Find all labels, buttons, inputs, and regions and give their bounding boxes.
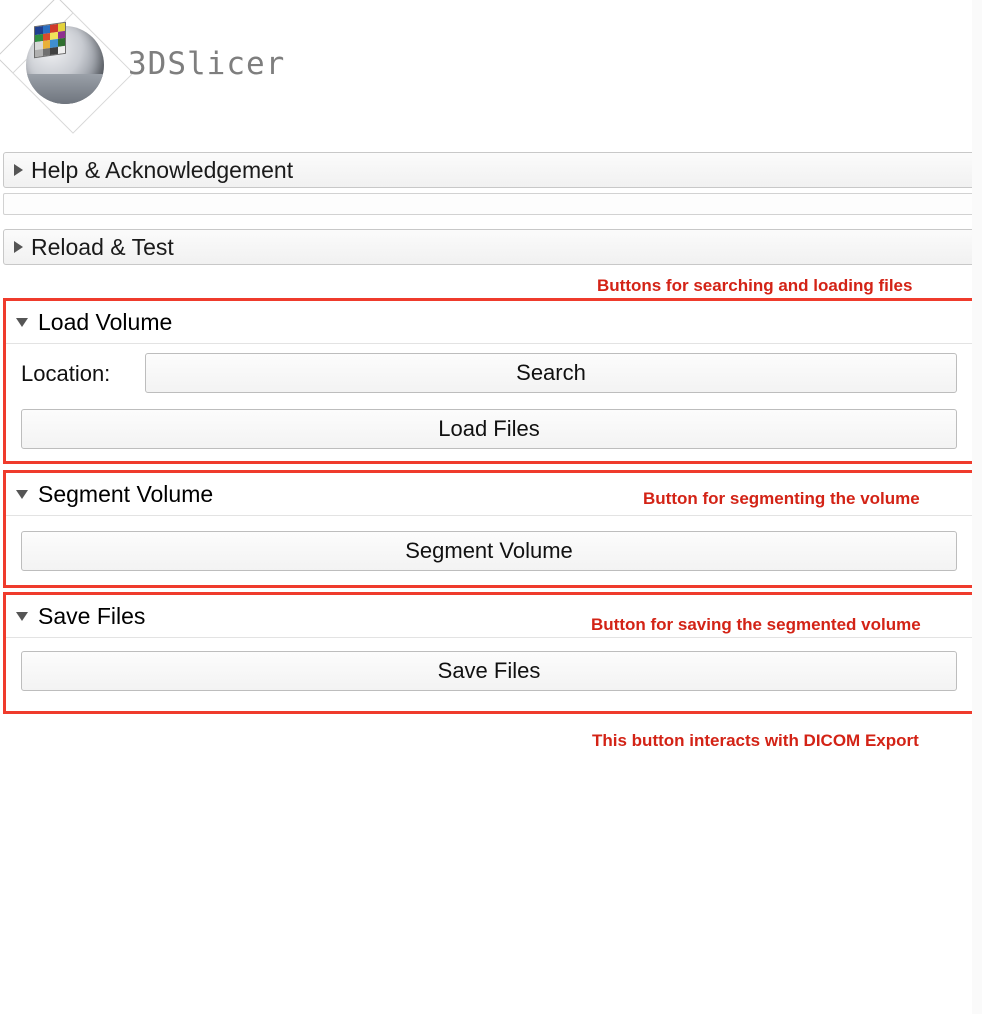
panel-title-load-volume: Load Volume xyxy=(38,308,173,335)
annotation-save-files: Button for saving the segmented volume xyxy=(591,615,921,634)
search-button[interactable]: Search xyxy=(145,353,957,393)
section-reload-test[interactable] xyxy=(3,229,975,265)
panel-head-load-volume[interactable] xyxy=(6,301,972,344)
triangle-down-icon xyxy=(16,612,28,621)
panel-segment-volume xyxy=(3,470,975,588)
panel-save-files xyxy=(3,592,975,714)
section-reload-label: Reload & Test xyxy=(31,233,174,260)
section-help-label: Help & Acknowledgement xyxy=(31,156,294,183)
panel-title-segment-volume: Segment Volume xyxy=(38,480,214,507)
annotation-segment-volume: Button for segmenting the volume xyxy=(643,489,920,508)
separator-bar xyxy=(3,193,975,215)
save-files-button[interactable]: Save Files xyxy=(21,651,957,691)
triangle-down-icon xyxy=(16,318,28,327)
location-label: Location: xyxy=(21,361,111,386)
slicer-logo-icon xyxy=(8,8,128,128)
triangle-right-icon xyxy=(14,164,23,176)
panel-load-volume xyxy=(3,298,975,464)
app-name: 3DSlicer xyxy=(128,46,286,82)
app-logo-area xyxy=(0,0,982,140)
section-help-acknowledgement[interactable] xyxy=(3,152,975,188)
right-margin-strip xyxy=(972,0,982,1014)
triangle-right-icon xyxy=(14,241,23,253)
logo-color-grid xyxy=(34,22,66,58)
annotation-load-volume: Buttons for searching and loading files xyxy=(597,276,913,295)
panel-title-save-files: Save Files xyxy=(38,602,146,629)
triangle-down-icon xyxy=(16,490,28,499)
load-files-button[interactable]: Load Files xyxy=(21,409,957,449)
segment-volume-button[interactable]: Segment Volume xyxy=(21,531,957,571)
annotation-dicom-export: This button interacts with DICOM Export xyxy=(592,731,919,750)
